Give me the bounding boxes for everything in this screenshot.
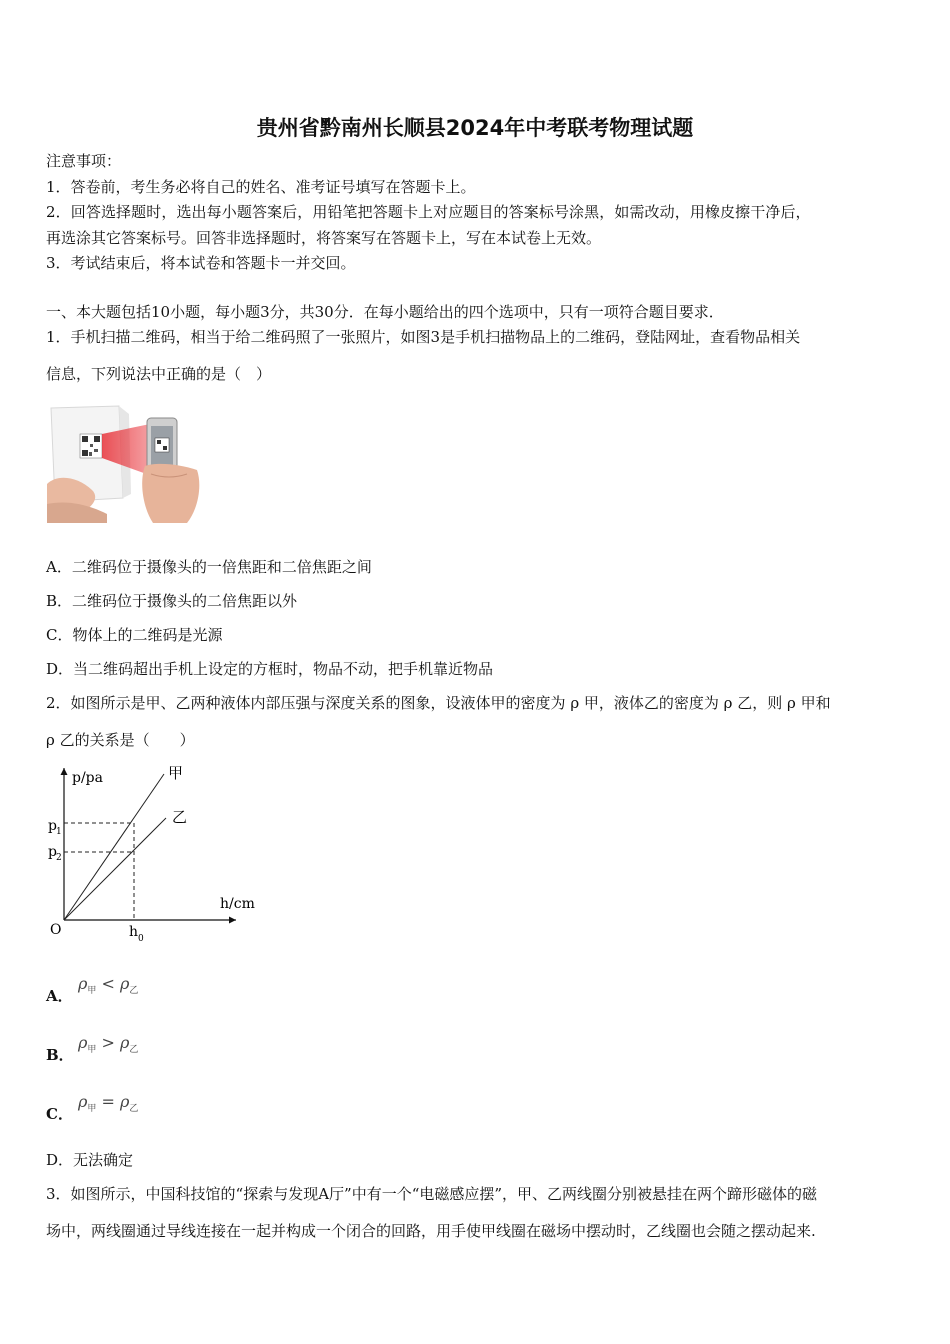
q2-option-a-formula: [78, 974, 138, 996]
operator-greater: >: [101, 1033, 115, 1052]
note-2a: 2．回答选择题时，选出每小题答案后，用铅笔把答题卡上对应题目的答案标号涂黑，如需改动，用橡皮擦干净后，: [46, 203, 811, 221]
q2-option-d: D．无法确定: [46, 1151, 134, 1169]
line-jia-label: 甲: [168, 764, 184, 782]
note-2b: 再选涂其它答案标号。回答非选择题时，将答案写在答题卡上，写在本试卷上无效。: [46, 229, 602, 247]
operator-less: <: [101, 974, 115, 993]
notes-heading: 注意事项：: [46, 152, 122, 170]
origin-label: O: [50, 922, 62, 938]
q1-option-b: B．二维码位于摄像头的二倍焦距以外: [46, 592, 298, 610]
q3-stem-line2: 场中，两线圈通过导线连接在一起并构成一个闭合的回路，用手使甲线圈在磁场中摆动时，乙线圈也会随之摆动起来.: [46, 1222, 816, 1240]
q3-stem-line1: 3．如图所示，中国科技馆的“探索与发现A厅”中有一个“电磁感应摆”，甲、乙两线圈分别被悬挂在两个蹄形磁体的磁: [46, 1185, 818, 1203]
q2-option-c-formula: [78, 1092, 138, 1114]
line-jia: [64, 774, 164, 920]
q1-option-c: C．物体上的二维码是光源: [46, 626, 223, 644]
h0-subscript: 0: [138, 934, 144, 944]
sub-yi: 乙: [129, 1045, 139, 1056]
q2-option-c-letter: C．: [46, 1105, 73, 1123]
q1-stem-line1: 1．手机扫描二维码，相当于给二维码照了一张照片，如图3是手机扫描物品上的二维码，登陆网址，查看物品相关: [46, 328, 801, 346]
rho-jia: ρ: [78, 974, 88, 993]
q2-stem-line1: 2．如图所示是甲、乙两种液体内部压强与深度关系的图象，设液体甲的密度为 ρ 甲，液体乙的密度为 ρ 乙，则 ρ 甲和: [46, 694, 831, 712]
sub-jia: 甲: [87, 1104, 97, 1115]
section-1-heading: 一、本大题包括10小题，每小题3分，共30分．在每小题给出的四个选项中，只有一项符合题目要求．: [46, 303, 724, 321]
qr-scan-photo: [47, 404, 202, 523]
sub-yi: 乙: [129, 986, 139, 997]
q2-stem-line2: ρ 乙的关系是（ ）: [46, 731, 195, 749]
note-1: 1．答卷前，考生务必将自己的姓名、准考证号填写在答题卡上。: [46, 178, 476, 196]
exam-title: 贵州省黔南州长顺县2024年中考联考物理试题: [256, 116, 694, 140]
x-axis-label: h/cm: [220, 896, 255, 912]
p1-label: p: [48, 818, 57, 834]
pressure-depth-graph: [40, 760, 270, 950]
p2-label: p: [48, 844, 57, 860]
q1-stem-line2: 信息，下列说法中正确的是（ ）: [46, 365, 272, 383]
operator-equal: =: [101, 1092, 115, 1111]
rho-yi: ρ: [120, 974, 130, 993]
sub-jia: 甲: [87, 1045, 97, 1056]
line-yi: [64, 818, 166, 920]
p2-subscript: 2: [56, 853, 62, 863]
q2-option-b-formula: [78, 1033, 138, 1055]
qr-scan-illustration: [47, 404, 202, 523]
rho-yi: ρ: [120, 1033, 130, 1052]
h0-label: h: [129, 924, 139, 940]
p1-subscript: 1: [56, 827, 62, 837]
q2-option-a-letter: A．: [46, 987, 73, 1005]
rho-jia: ρ: [78, 1092, 88, 1111]
sub-yi: 乙: [129, 1104, 139, 1115]
line-yi-label: 乙: [172, 808, 188, 826]
q1-option-d: D．当二维码超出手机上设定的方框时，物品不动，把手机靠近物品: [46, 660, 494, 678]
y-axis-label: p/pa: [72, 770, 103, 786]
sub-jia: 甲: [87, 986, 97, 997]
note-3: 3．考试结束后，将本试卷和答题卡一并交回。: [46, 254, 356, 272]
rho-jia: ρ: [78, 1033, 88, 1052]
q2-option-b-letter: B．: [46, 1046, 74, 1064]
q1-option-a: A．二维码位于摄像头的一倍焦距和二倍焦距之间: [46, 558, 372, 576]
rho-yi: ρ: [120, 1092, 130, 1111]
